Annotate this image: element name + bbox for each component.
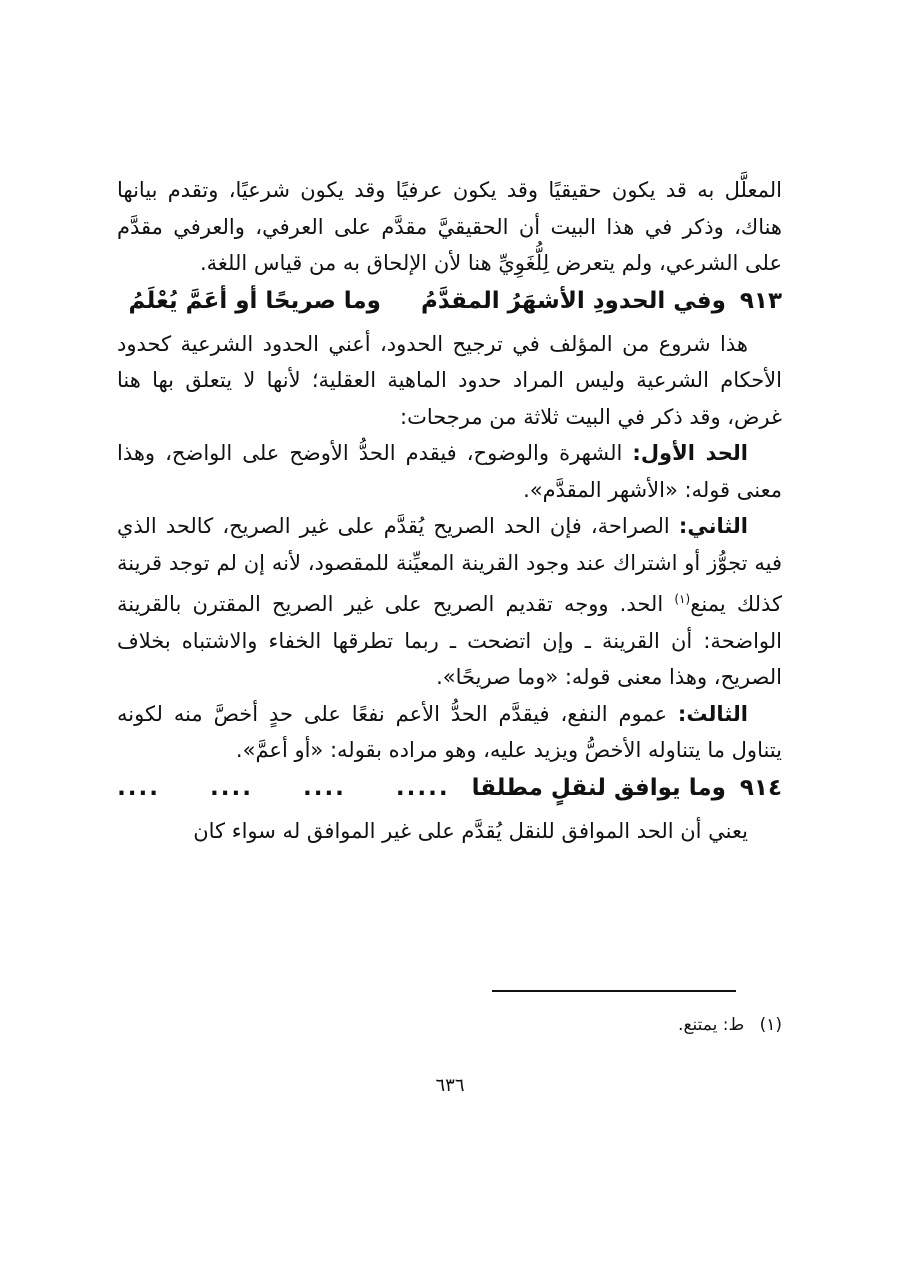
page-number: ٦٣٦ xyxy=(435,1075,465,1096)
verse-hemistich-2: وما صريحًا أو أعَمَّ يُعْلَمُ xyxy=(128,287,381,314)
footnote-mark: (١) xyxy=(759,1015,782,1035)
main-text xyxy=(117,172,782,849)
paragraph-top: المعلَّل به قد يكون حقيقيًا وقد يكون عرفيًا وقد يكون شرعيًا، وتقدم بيانها هناك، وذكر في هذا البيت أن الحقيقيَّ مقدَّم على العرفي، والعرفي مقدَّم على الشرعي، ولم يتعرض لِلُّغَوِيِّ هنا لأن الإلحاق به من قياس اللغة. xyxy=(117,178,782,275)
verse-hemistich-1: وفي الحدودِ الأشهَرُ المقدَّمُ xyxy=(420,287,726,314)
footnote-text: ط: يمتنع. xyxy=(678,1015,745,1035)
paragraph-first xyxy=(117,435,782,508)
text-first: الشهرة والوضوح، فيقدم الحدُّ الأوضح على الواضح، وهذا معنى قوله: «الأشهر المقدَّم». xyxy=(117,441,782,502)
verse-number: ٩١٤ xyxy=(739,774,782,801)
verse-dots: .... xyxy=(117,774,161,801)
paragraph-second xyxy=(117,508,782,696)
text-second-a: الصراحة، فإن الحد الصريح يُقدَّم على غير الصريح، كالحد الذي فيه تجوُّز أو اشتراك عند وجود القرينة المعيِّنة للمقصود، لأنه إن لم توجد قرينة كذلك يمنع xyxy=(117,514,782,616)
text-second-b: الحد. ووجه تقديم الصريح على غير الصريح المقترن بالقرينة الواضحة: أن القرينة ـ وإن اتضحت ـ ربما تطرقها الخفاء والاشتباه بخلاف الصريح، وهذا معنى قوله: «وما صريحًا». xyxy=(117,592,782,689)
text-third: عموم النفع، فيقدَّم الحدُّ الأعم نفعًا على حدٍ أخصَّ منه لكونه يتناول ما يتناوله الأخصُّ ويزيد عليه، وهو مراده بقوله: «أو أعمَّ». xyxy=(117,701,782,762)
verse-dots: .... xyxy=(210,774,253,801)
paragraph-last: يعني أن الحد الموافق للنقل يُقدَّم على غير الموافق له سواء كان xyxy=(193,818,748,843)
verse-914 xyxy=(117,769,782,807)
footnote-ref: (١) xyxy=(674,592,691,606)
label-second: الثاني: xyxy=(678,514,748,538)
verse-dots: .... xyxy=(302,774,346,801)
verse-dots: ..... xyxy=(395,774,450,801)
footnote xyxy=(678,1015,782,1035)
paragraph-intro: هذا شروع من المؤلف في ترجيح الحدود، أعني الحدود الشرعية كحدود الأحكام الشرعية وليس المراد حدود الماهية العقلية؛ لأنها لا يتعلق بها هنا غرض، وقد ذكر في البيت ثلاثة من مرجحات: xyxy=(117,331,782,429)
paragraph-third xyxy=(117,696,782,769)
footnote-separator xyxy=(492,990,736,992)
verse-number: ٩١٣ xyxy=(739,287,782,314)
label-third: الثالث: xyxy=(677,701,748,726)
verse-913 xyxy=(117,282,782,320)
label-first: الحد الأول: xyxy=(632,441,748,465)
verse-hemistich-1: وما يوافق لنقلٍ مطلقا xyxy=(471,774,726,801)
